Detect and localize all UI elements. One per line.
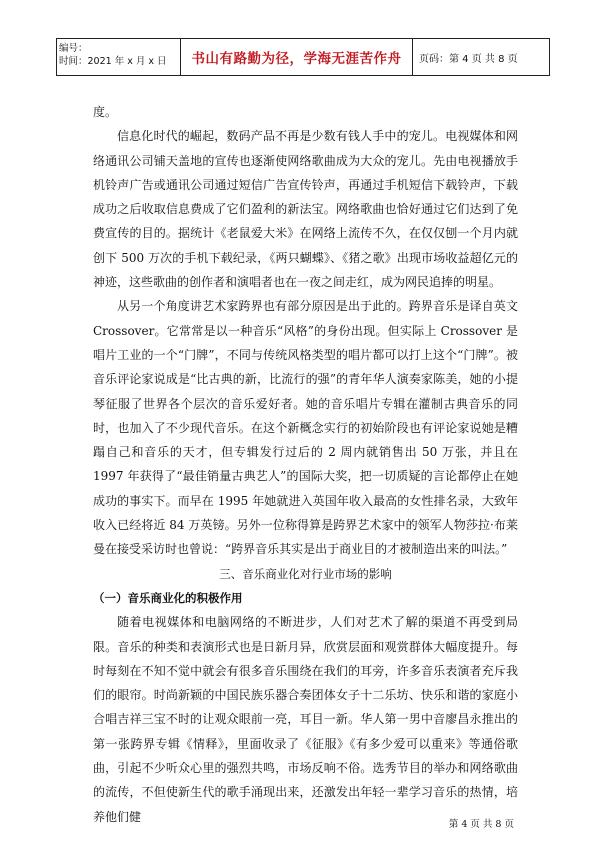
page-footer: 第 4 页 共 8 页 [448,819,514,830]
header-date: 时间：2021 年 x 月 x 日 [59,56,167,67]
header-number-label: 编号： [59,43,88,54]
paragraph-crossover: 从另一个角度讲艺术家跨界也有部分原因是出于此的。跨界音乐是译自英文 Crossover。它常常是以一种音乐“风格”的身份出现。但实际上 Crossover 是唱片工业的一个“门牌”，不同与传统风格类型的唱片都可以打上这个“门牌”。被音乐评论家说成是“比古典的新，比流行的强”的青年华人演奏家陈美，她的小提琴征服了世界各个层次的音乐爱好者。她的音乐唱片专辑在灌制古典音乐的同时，也加入了不少现代音乐。在这个新概念实行的初始阶段也有评论家说她是糟蹋自己和音乐的天才，但专辑发行过后的 2 周内就销售出 50 万张，并且在 1997 年获得了“最佳销量古典艺人”的国际大奖，把一切质疑的言论都停止在她成功的事实下。而早在 1995 年她就进入英国年收入最高的女性排名录，大致年收入已经将近 84 万英镑。另外一位称得算是跨界艺术家中的领军人物莎拉·布莱曼在接受采访时也曾说：“跨界音乐其实是出于商业目的才被制造出来的叫法。” [93,299,518,557]
paragraph-continued: 度。 [93,105,118,119]
paragraph-positive-effects: 随着电视媒体和电脑网络的不断进步，人们对艺术了解的渠道不再受到局限。音乐的种类和表演形式也是日新月异，欣赏层面和观赏群体大幅度提升。每时每刻在不知不觉中就会有很多音乐围绕在我们的耳旁，许多音乐表演者充斥我们的眼帘。时尚新颖的中国民族乐器合奏团体女子十二乐坊、快乐和谐的家庭小合唱吉祥三宝不时的让观众眼前一亮，耳目一新。华人第一男中音廖昌永推出的第一张跨界专辑《情释》，里面收录了《征服》《有多少爱可以重来》等通俗歌曲，引起不少听众心里的强烈共鸣，市场反响不俗。选秀节目的举办和网络歌曲的流传，不但使新生代的歌手涌现出来，还激发出年轻一辈学习音乐的热情，培养他们健 [93,615,518,824]
header-motto: 书山有路勤为径，学海无涯苦作舟 [181,39,413,75]
paragraph-information-age: 信息化时代的崛起，数码产品不再是少数有钱人手中的宠儿。电视媒体和网络通讯公司铺天盖地的宣传也逐渐使网络歌曲成为大众的宠儿。先由电视播放手机铃声广告或通讯公司通过短信广告宣传铃声，再通过手机短信下载铃声，下载成功之后收取信息费成了它们盈利的新法宝。网络歌曲也恰好通过它们达到了免费宣传的目的。据统计《老鼠爱大米》在网络上流传不久，在仅仅刨一个月内就创下 500 万次的手机下载纪录，《两只蝴蝶》、《猪之歌》出现市场收益超亿元的神迹，这些歌曲的创作者和演唱者也在一夜之间走红，成为网民追捧的明星。 [93,129,518,290]
header-page-info: 页码：第 4 页 共 8 页 [419,53,518,65]
page-header [56,38,550,76]
header-meta [57,39,181,75]
subsection-heading: （一）音乐商业化的积极作用 [93,590,243,605]
document-body [93,100,518,829]
section-heading: 三、音乐商业化对行业市场的影响 [219,566,392,581]
